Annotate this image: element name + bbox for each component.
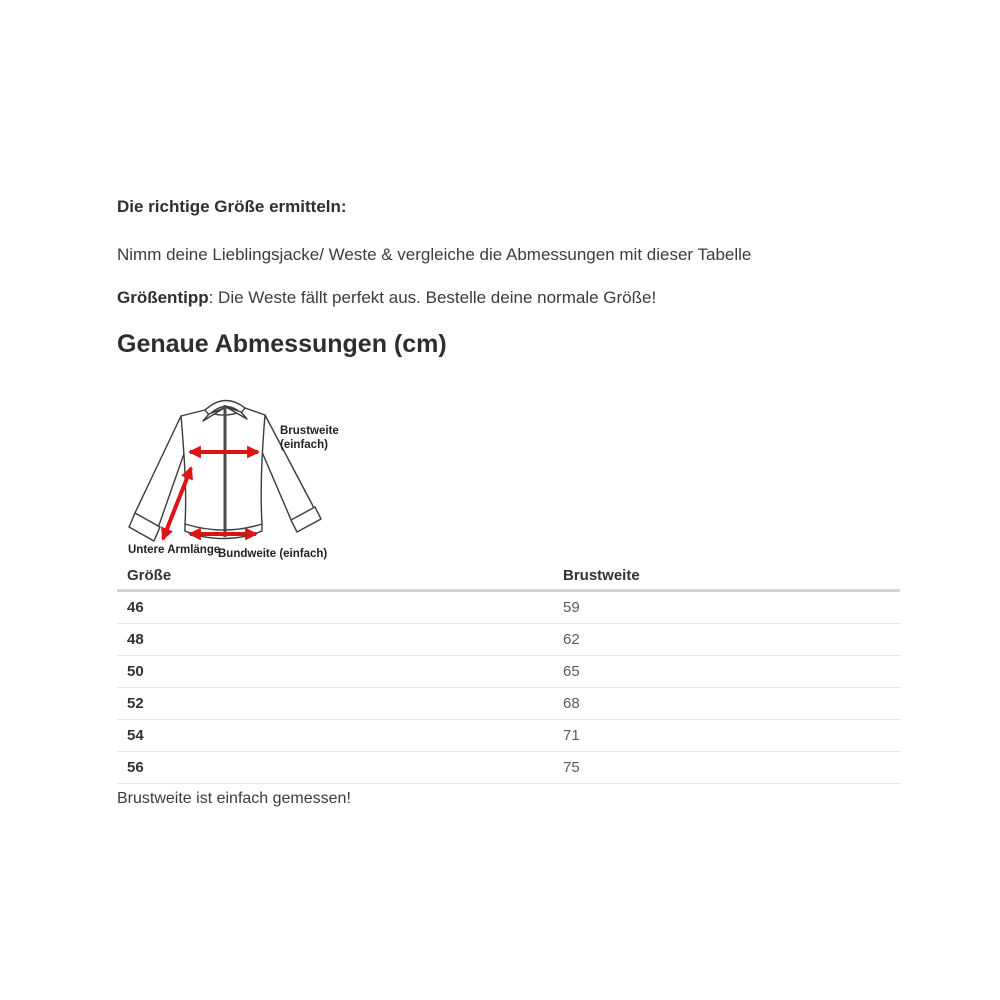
hem-width-label: Bundweite (einfach) <box>218 548 328 560</box>
column-header-size: Größe <box>117 563 553 591</box>
size-cell: 52 <box>117 688 553 720</box>
table-row <box>117 720 900 752</box>
chest-cell: 75 <box>553 752 900 784</box>
chest-cell: 68 <box>553 688 900 720</box>
jacket-measurement-diagram <box>117 391 373 563</box>
table-row <box>117 624 900 656</box>
chest-cell: 71 <box>553 720 900 752</box>
intro-heading: Die richtige Größe ermitteln: <box>117 197 347 216</box>
column-header-chest: Brustweite <box>553 563 900 591</box>
size-cell: 50 <box>117 656 553 688</box>
size-cell: 48 <box>117 624 553 656</box>
section-heading-measurements: Genaue Abmessungen (cm) <box>117 330 447 358</box>
jacket-diagram-svg <box>117 391 373 563</box>
size-cell: 56 <box>117 752 553 784</box>
chest-cell: 65 <box>553 656 900 688</box>
size-table <box>117 563 900 784</box>
intro-paragraph: Nimm deine Lieblingsjacke/ Weste & vergleiche die Abmessungen mit dieser Tabelle <box>117 245 752 264</box>
chest-width-label-line2: (einfach) <box>280 439 328 451</box>
size-table-header-row <box>117 563 900 591</box>
table-row <box>117 591 900 624</box>
table-row <box>117 752 900 784</box>
size-tip-line <box>117 287 656 308</box>
table-footnote: Brustweite ist einfach gemessen! <box>117 790 351 807</box>
table-row <box>117 656 900 688</box>
size-cell: 54 <box>117 720 553 752</box>
chest-cell: 62 <box>553 624 900 656</box>
sleeve-length-label: Untere Armlänge <box>128 544 221 556</box>
table-row <box>117 688 900 720</box>
size-tip-label: Größentipp <box>117 288 209 307</box>
size-tip-text: : Die Weste fällt perfekt aus. Bestelle deine normale Größe! <box>208 288 657 307</box>
size-cell: 46 <box>117 591 553 624</box>
chest-width-label-line1: Brustweite <box>280 425 339 437</box>
chest-cell: 59 <box>553 591 900 624</box>
